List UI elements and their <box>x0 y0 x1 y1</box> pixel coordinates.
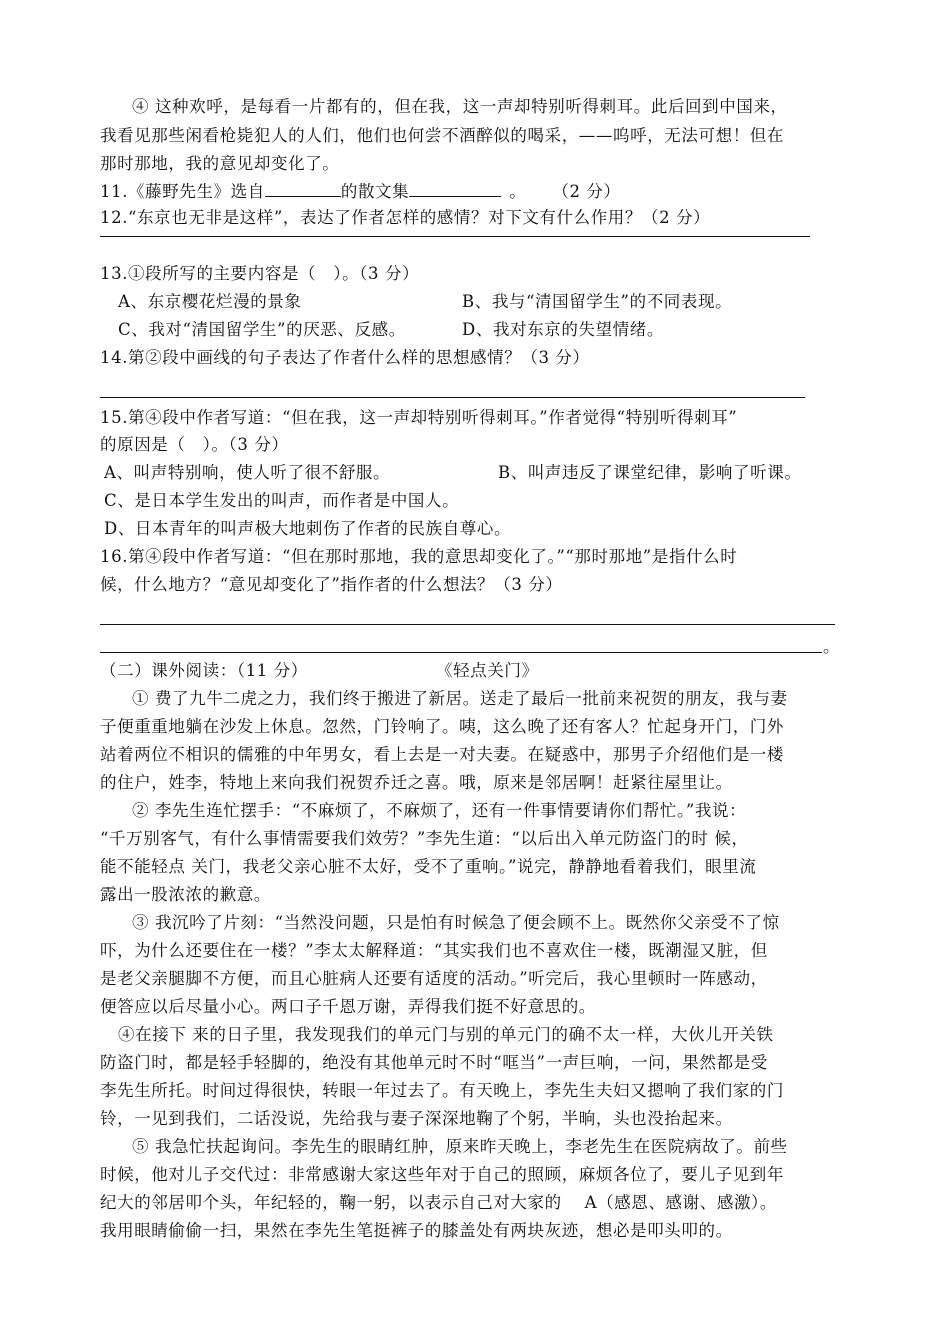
article-line: 吓，为什么还要住在一楼？”李太太解释道：“其实我们也不喜欢住一楼，既潮湿又脏，但 <box>100 941 768 960</box>
question-11-prefix: 11.《藤野先生》选自 <box>100 182 265 201</box>
question-15-line-1: 15.第④段中作者写道：“但在我，这一声却特别听得刺耳。”作者觉得“特别听得刺耳” <box>100 408 738 427</box>
article-line: 我用眼睛偷偷一扫，果然在李先生笔挺裤子的膝盖处有两块灰迹，想必是叩头叩的。 <box>100 1221 733 1240</box>
article-line: 铃，一见到我们，二话没说，先给我与妻子深深地鞠了个躬，半晌，头也没抬起来。 <box>100 1109 733 1128</box>
question-13-option-b[interactable]: B、我与“清国留学生”的不同表现。 <box>462 292 733 311</box>
question-16-line-2: 候，什么地方？“意见却变化了”指作者的什么想法？（3 分） <box>100 575 563 594</box>
article-line: 的住户，姓李，特地上来向我们祝贺乔迁之喜。哦，原来是邻居啊！赶紧往屋里让。 <box>100 773 733 792</box>
question-11-answer-blank-2[interactable] <box>409 181 501 197</box>
question-11-end: 。 <box>509 182 527 201</box>
passage-paragraph-4-line-2: 我看见那些闲看枪毙犯人的人们，他们也何尝不酒醉似的喝采，——呜呼，无法可想！但在 <box>100 126 784 145</box>
question-11-score: （2 分） <box>552 182 621 201</box>
article-line: ② 李先生连忙摆手：“不麻烦了，不麻烦了，还有一件事情要请你们帮忙。”我说： <box>132 801 747 820</box>
question-14-answer-line[interactable] <box>100 397 805 398</box>
question-16-line-1: 16.第④段中作者写道：“但在那时那地，我的意思却变化了。”“那时那地”是指什么时 <box>100 547 738 566</box>
question-16-answer-line-1[interactable] <box>100 624 835 625</box>
question-15-option-c[interactable]: C、是日本学生发出的叫声，而作者是中国人。 <box>104 491 460 510</box>
passage-paragraph-4-line-3: 那时那地，我的意见却变化了。 <box>100 154 340 173</box>
question-16-end-mark: 。 <box>823 637 841 656</box>
passage-paragraph-4-line-1: ④ 这种欢呼，是每看一片都有的，但在我，这一声却特别听得刺耳。此后回到中国来， <box>132 97 788 116</box>
article-line: ⑤ 我急忙扶起询问。李先生的眼睛红肿，原来昨天晚上，李老先生在医院病故了。前些 <box>132 1137 788 1156</box>
article-line: 露出一股浓浓的歉意。 <box>100 885 271 904</box>
question-15-option-d[interactable]: D、日本青年的叫声极大地刺伤了作者的民族自尊心。 <box>104 519 512 538</box>
question-11-answer-blank-1[interactable] <box>265 181 341 197</box>
question-13-stem: 13.①段所写的主要内容是（ ）。（3 分） <box>100 264 420 283</box>
question-11-mid: 的散文集 <box>340 182 410 201</box>
article-line: “千万别客气，有什么事情需要我们效劳？”李先生道：“以后出入单元防盗门的时 候， <box>100 829 749 848</box>
article-line: ① 费了九牛二虎之力，我们终于搬进了新居。送走了最后一批前来祝贺的朋友，我与妻 <box>132 689 788 708</box>
question-15-line-2: 的原因是（ ）。（3 分） <box>100 435 289 454</box>
article-line: 纪大的邻居叩个头，年纪轻的，鞠一躬，以表示自己对大家的 A（感恩、感谢、感激）。 <box>100 1193 778 1212</box>
article-line: ④在接下 来的日子里，我发现我们的单元门与别的单元门的确不太一样，大伙儿开关铁 <box>118 1025 774 1044</box>
question-11 <box>100 181 621 202</box>
question-15-option-b[interactable]: B、叫声违反了课堂纪律，影响了听课。 <box>498 463 802 482</box>
section-2-heading: （二）课外阅读：（11 分） <box>100 661 308 680</box>
article-line: 便答应以后尽量小心。两口子千恩万谢，弄得我们挺不好意思的。 <box>100 997 596 1016</box>
article-line: 能不能轻点 关门，我老父亲心脏不太好，受不了重响。”说完，静静地看着我们，眼里流 <box>100 857 757 876</box>
article-line: ③ 我沉吟了片刻：“当然没问题，只是怕有时候急了便会顾不上。既然你父亲受不了惊 <box>132 913 780 932</box>
article-line: 站着两位不相识的儒雅的中年男女，看上去是一对夫妻。在疑惑中，那男子介绍他们是一楼 <box>100 745 784 764</box>
question-14: 14.第②段中画线的句子表达了作者什么样的思想感情？（3 分） <box>100 348 590 367</box>
article-line: 李先生所托。时间过得很快，转眼一年过去了。有天晚上，李先生夫妇又摁响了我们家的门 <box>100 1081 784 1100</box>
question-12: 12.“东京也无非是这样”，表达了作者怎样的感情？对下文有什么作用？（2 分） <box>100 208 711 227</box>
article-line: 子便重重地躺在沙发上休息。忽然，门铃响了。咦，这么晚了还有客人？忙起身开门，门外 <box>100 717 784 736</box>
question-15-option-a[interactable]: A、叫声特别响，使人听了很不舒服。 <box>104 463 391 482</box>
question-12-answer-line[interactable] <box>100 236 810 237</box>
question-13-option-a[interactable]: A、东京樱花烂漫的景象 <box>118 292 302 311</box>
section-2-article-title: 《轻点关门》 <box>436 661 539 680</box>
question-16-answer-line-2[interactable] <box>100 652 822 653</box>
question-13-option-c[interactable]: C、我对“清国留学生”的厌恶、反感。 <box>118 320 406 339</box>
article-line: 时候，他对儿子交代过：非常感谢大家这些年对于自己的照顾，麻烦各位了，要儿子见到年 <box>100 1165 784 1184</box>
article-line: 是老父亲腿脚不方便，而且心脏病人还要有适度的活动。”听完后，我心里顿时一阵感动， <box>100 969 768 988</box>
article-line: 防盗门时，都是轻手轻脚的，绝没有其他单元时不时“哐当”一声巨响，一问，果然都是受 <box>100 1053 768 1072</box>
question-13-option-d[interactable]: D、我对东京的失望情绪。 <box>462 320 664 339</box>
